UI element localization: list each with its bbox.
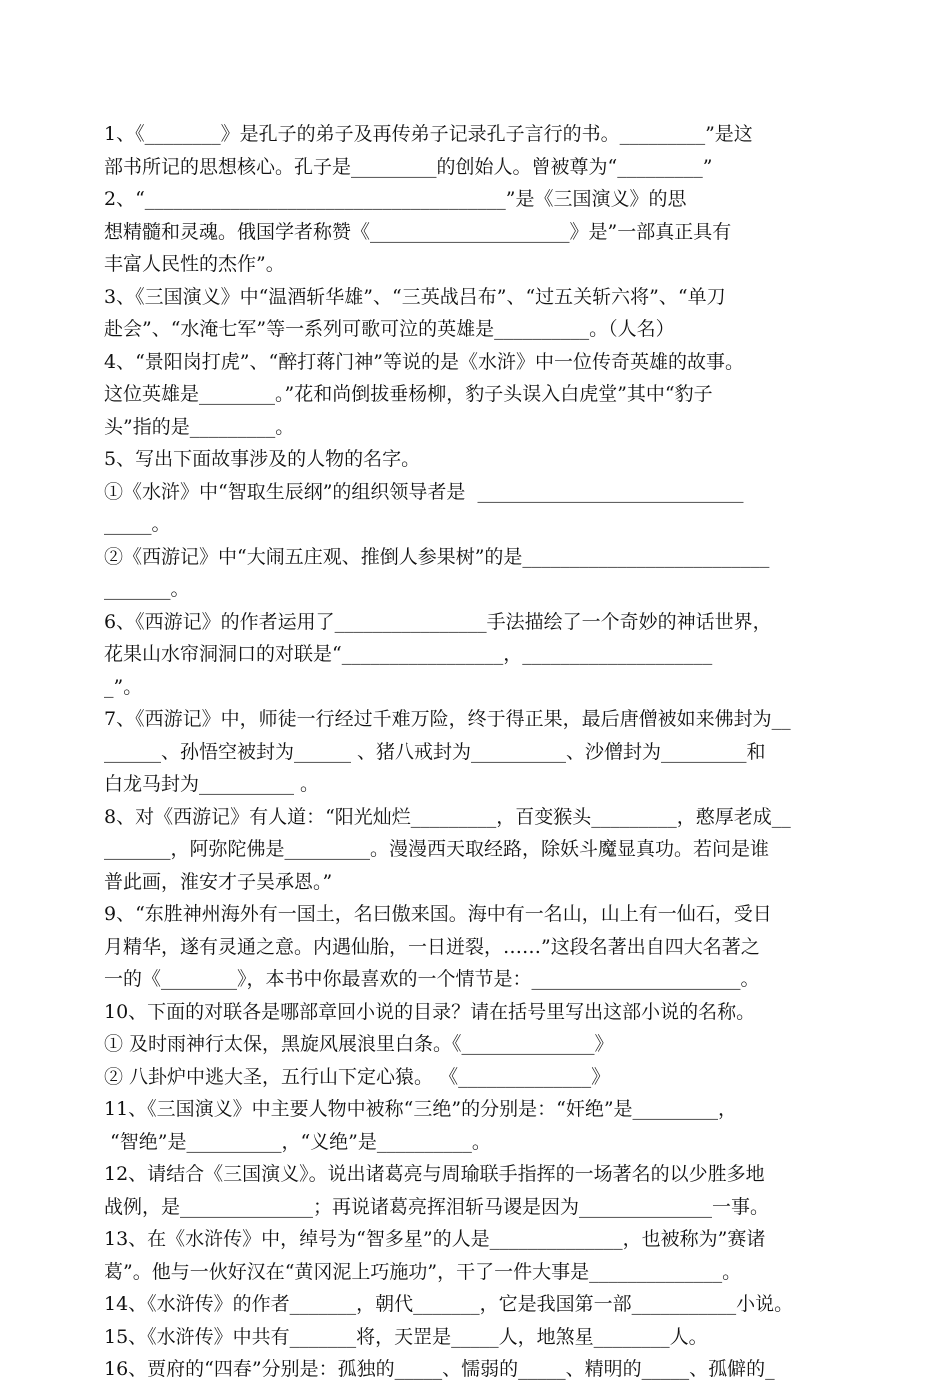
text-line: 部书所记的思想核心。孔子是_________的创始人。曾被尊为“_________” (104, 155, 713, 178)
text-line: 月精华，遂有灵通之意。内遇仙胎，一日迸裂，……”这段名著出自四大名著之 (104, 935, 760, 958)
text-line: 葛”。他与一伙好汉在“黄冈泥上巧施功”，干了一件大事是______________。 (104, 1260, 742, 1283)
text-line: 丰富人民性的杰作”。 (104, 253, 285, 275)
text-line: 1、《________》是孔子的弟子及再传弟子记录孔子言行的书。_________”是这 (104, 123, 753, 145)
text-line: 6、《西游记》的作者运用了________________手法描绘了一个奇妙的神话世界， (104, 610, 772, 633)
text-line: _”。 (104, 675, 143, 698)
text-line: 7、《西游记》中，师徒一行经过千难万险，终于得正果，最后唐僧被如来佛封为__ (104, 708, 791, 730)
text-line: 10、下面的对联各是哪部章回小说的目录？请在括号里写出这部小说的名称。 (104, 1000, 756, 1023)
text-line: ______、孙悟空被封为______ 、猪八戒封为__________、沙僧封为_________和 (104, 740, 766, 763)
text-line: 花果山水帘洞洞口的对联是“_________________，____________________ (104, 643, 713, 665)
text-line: 赴会”、“水淹七军”等一系列可歌可泣的英雄是__________。（人名） (104, 318, 675, 340)
text-line: 普此画，淮安才子吴承恩。” (104, 870, 333, 893)
text-line: 这位英雄是________。”花和尚倒拔垂杨柳，豹子头误入白虎堂”其中“豹子 (104, 383, 713, 405)
text-line: ①《水浒》中“智取生辰纲”的组织领导者是 ____________________________ (104, 480, 744, 503)
text-line: 2、“______________________________________”是《三国演义》的思 (104, 188, 687, 210)
text-line: 4、“景阳岗打虎”、“醉打蒋门神”等说的是《水浒》中一位传奇英雄的故事。 (104, 350, 744, 373)
text-line: _______，阿弥陀佛是_________。漫漫西天取经路，除妖斗魔显真功。若问是谁 (104, 838, 770, 860)
text-line: 14、《水浒传》的作者_______，朝代_______，它是我国第一部___________小说。 (104, 1293, 794, 1315)
text-line: 11、《三国演义》中主要人物中被称“三绝”的分别是：“奸绝”是_________， (104, 1098, 738, 1120)
text-line: 16、贾府的“四春”分别是：孤独的_____、懦弱的_____、精明的_____、孤僻的_ (104, 1358, 775, 1380)
text-line: 12、请结合《三国演义》。说出诸葛亮与周瑜联手指挥的一场著名的以少胜多地 (104, 1163, 765, 1185)
text-line: _______。 (104, 578, 190, 600)
text-line: ① 及时雨神行太保，黑旋风展浪里白条。《______________》 (104, 1033, 614, 1055)
text-line: 8、对《西游记》有人道：“阳光灿烂_________，百变猴头_________，憨厚老成__ (104, 805, 791, 828)
worksheet-page (104, 118, 864, 1386)
text-line: 一的《________》，本书中你最喜欢的一个情节是：______________________。 (104, 968, 760, 990)
text-line: 战例，是______________；再说诸葛亮挥泪斩马谡是因为______________一事。 (104, 1195, 770, 1218)
text-line: ②《西游记》中“大闹五庄观、推倒人参果树”的是__________________________ (104, 545, 770, 568)
text-line: “智绝”是__________，“义绝”是__________。 (104, 1130, 491, 1153)
text-line: ② 八卦炉中逃大圣，五行山下定心猿。 《______________》 (104, 1065, 611, 1088)
text-line: 白龙马封为__________ 。 (104, 773, 320, 795)
text-line: _____。 (104, 513, 171, 535)
text-line: 5、写出下面故事涉及的人物的名字。 (104, 448, 421, 470)
text-line: 9、“东胜神州海外有一国土，名曰傲来国。海中有一名山，山上有一仙石，受日 (104, 903, 772, 925)
text-line: 15、《水浒传》中共有_______将，天罡是_____人，地煞星________人。 (104, 1325, 708, 1348)
text-line: 13、在《水浒传》中，绰号为“智多星”的人是______________，也被称为”赛诸 (104, 1228, 766, 1250)
text-line: 想精髓和灵魂。俄国学者称赞《_____________________》是”一部真正具有 (104, 220, 732, 243)
text-line: 3、《三国演义》中“温酒斩华雄”、“三英战吕布”、“过五关斩六将”、“单刀 (104, 285, 726, 308)
text-line: 头”指的是_________。 (104, 415, 295, 438)
